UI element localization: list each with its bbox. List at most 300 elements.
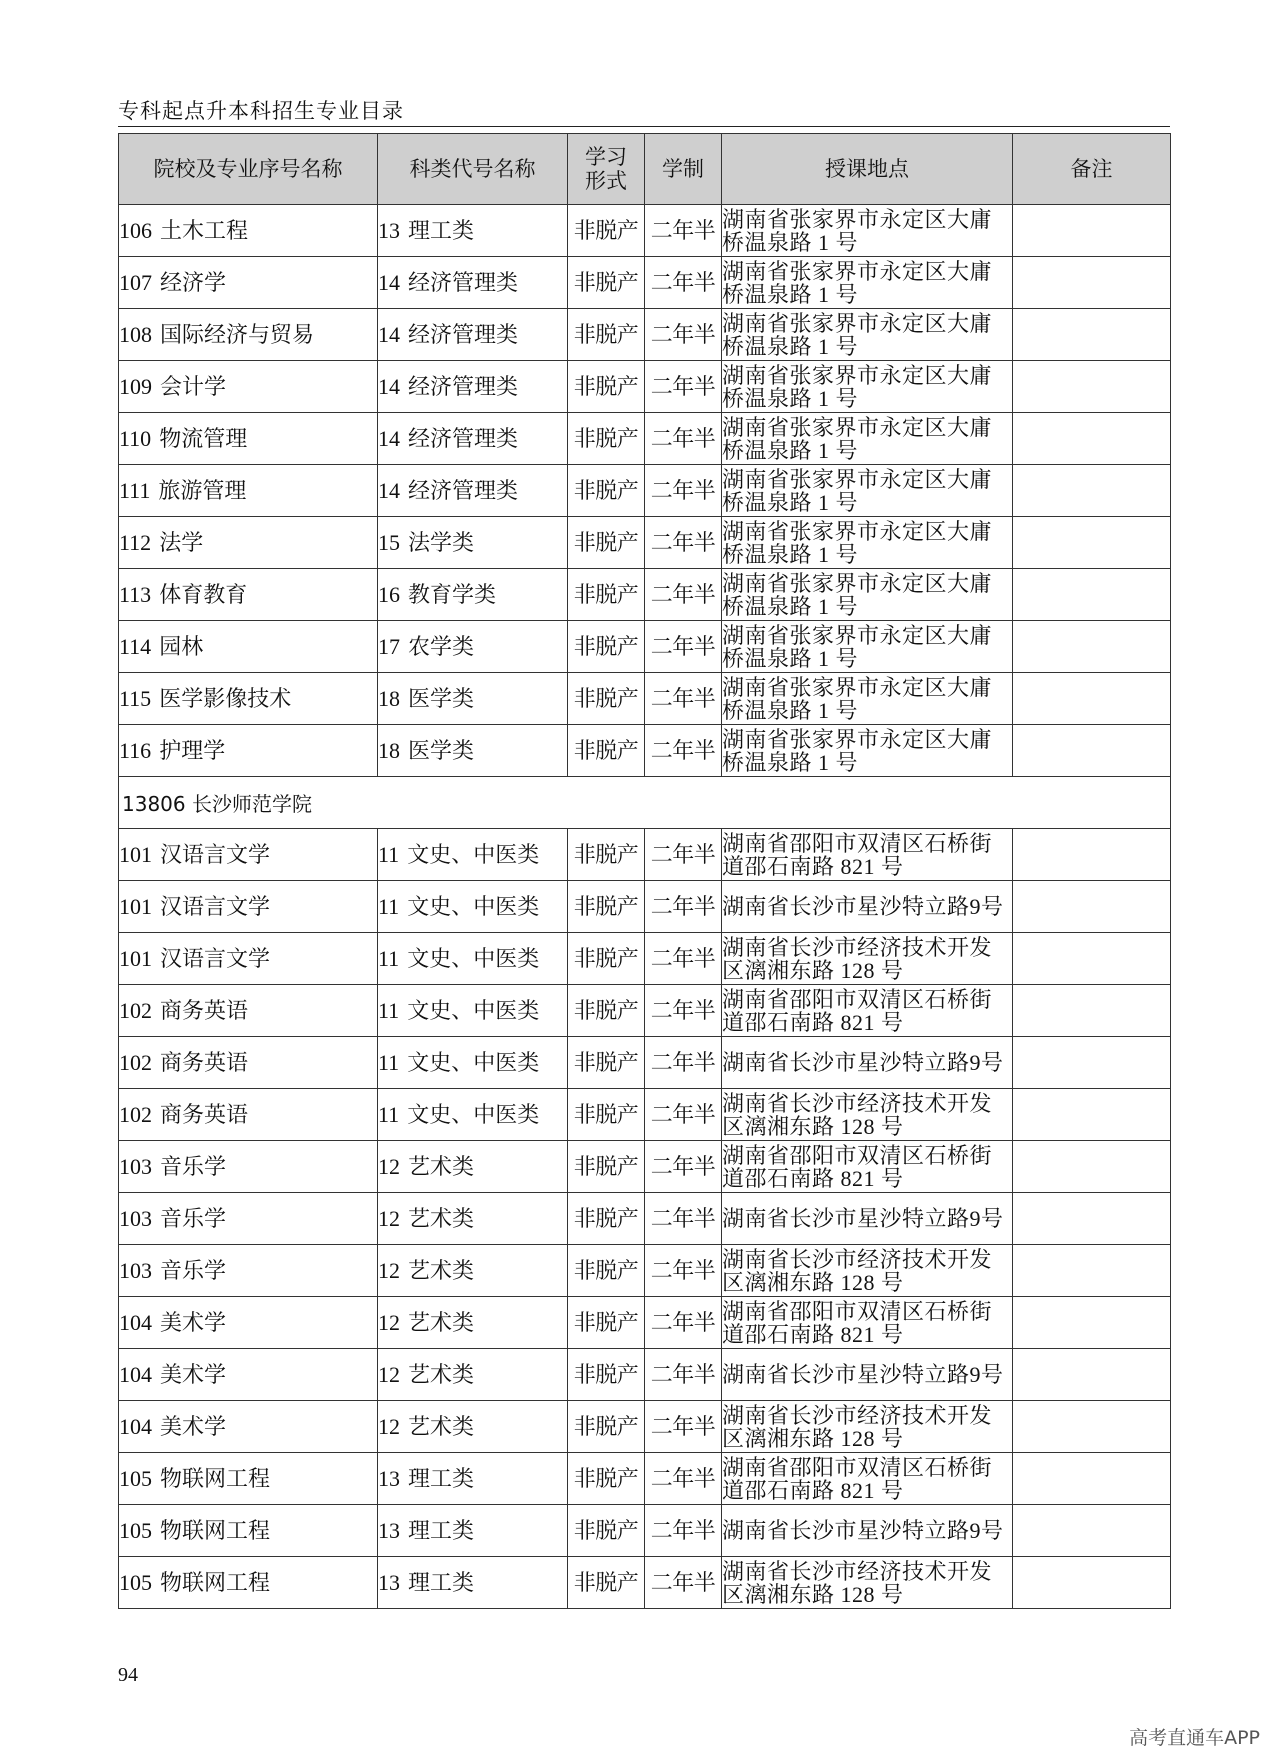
study-form-cell: 非脱产 (568, 1297, 645, 1349)
duration-cell: 二年半 (645, 725, 722, 777)
table-row (119, 933, 1171, 985)
table-row (119, 1401, 1171, 1453)
category-code: 12 (378, 1154, 400, 1179)
major-cell (119, 205, 378, 257)
catalog-table (118, 133, 1171, 1609)
major-code: 110 (119, 426, 152, 451)
major-name: 美术学 (160, 1362, 227, 1387)
major-name: 美术学 (160, 1414, 227, 1439)
major-code: 109 (119, 374, 152, 399)
location-cell: 湖南省张家界市永定区大庸桥温泉路 1 号 (722, 361, 1013, 413)
study-form-cell: 非脱产 (568, 1141, 645, 1193)
remark-cell (1013, 1089, 1171, 1141)
major-name: 护理学 (159, 738, 226, 763)
category-cell (378, 1349, 568, 1401)
category-cell (378, 465, 568, 517)
study-form-cell: 非脱产 (568, 673, 645, 725)
table-header-row (119, 134, 1171, 205)
category-code: 12 (378, 1310, 400, 1335)
remark-cell (1013, 361, 1171, 413)
table-row (119, 1505, 1171, 1557)
major-code: 103 (119, 1206, 152, 1231)
category-cell (378, 1557, 568, 1609)
category-cell (378, 1193, 568, 1245)
category-cell (378, 1037, 568, 1089)
location-cell: 湖南省张家界市永定区大庸桥温泉路 1 号 (722, 673, 1013, 725)
major-cell (119, 1453, 378, 1505)
major-code: 106 (119, 218, 152, 243)
location-cell: 湖南省张家界市永定区大庸桥温泉路 1 号 (722, 517, 1013, 569)
category-cell (378, 1089, 568, 1141)
header-location: 授课地点 (722, 134, 1013, 205)
major-code: 105 (119, 1466, 152, 1491)
category-code: 11 (378, 1050, 400, 1075)
major-name: 物联网工程 (160, 1518, 271, 1543)
category-name: 理工类 (408, 218, 475, 243)
major-name: 旅游管理 (158, 478, 247, 503)
remark-cell (1013, 1557, 1171, 1609)
remark-cell (1013, 673, 1171, 725)
duration-cell: 二年半 (645, 829, 722, 881)
remark-cell (1013, 257, 1171, 309)
major-code: 112 (119, 530, 152, 555)
major-code: 107 (119, 270, 152, 295)
category-cell (378, 257, 568, 309)
category-name: 文史、中医类 (407, 1102, 540, 1127)
major-code: 111 (119, 478, 151, 503)
table-row (119, 1297, 1171, 1349)
major-cell (119, 1297, 378, 1349)
major-cell (119, 1037, 378, 1089)
remark-cell (1013, 413, 1171, 465)
major-name: 法学 (159, 530, 204, 555)
major-code: 105 (119, 1518, 152, 1543)
duration-cell: 二年半 (645, 517, 722, 569)
major-cell (119, 1245, 378, 1297)
category-cell (378, 1245, 568, 1297)
major-code: 102 (119, 1102, 152, 1127)
category-name: 文史、中医类 (407, 998, 540, 1023)
category-code: 13 (378, 1466, 400, 1491)
remark-cell (1013, 309, 1171, 361)
category-name: 理工类 (408, 1518, 475, 1543)
category-code: 18 (378, 686, 400, 711)
major-code: 114 (119, 634, 152, 659)
study-form-cell: 非脱产 (568, 621, 645, 673)
study-form-cell: 非脱产 (568, 569, 645, 621)
category-code: 17 (378, 634, 400, 659)
location-cell: 湖南省张家界市永定区大庸桥温泉路 1 号 (722, 413, 1013, 465)
category-code: 15 (378, 530, 400, 555)
duration-cell: 二年半 (645, 1349, 722, 1401)
major-code: 102 (119, 1050, 152, 1075)
major-name: 商务英语 (160, 1102, 249, 1127)
major-name: 汉语言文学 (160, 946, 271, 971)
remark-cell (1013, 1037, 1171, 1089)
duration-cell: 二年半 (645, 673, 722, 725)
category-name: 教育学类 (408, 582, 497, 607)
remark-cell (1013, 881, 1171, 933)
major-cell (119, 257, 378, 309)
category-code: 11 (378, 1102, 400, 1127)
major-cell (119, 673, 378, 725)
table-row (119, 517, 1171, 569)
watermark: 高考直通车APP (1129, 1727, 1260, 1749)
header-rule (118, 126, 1170, 127)
location-cell: 湖南省长沙市经济技术开发区漓湘东路 128 号 (722, 1089, 1013, 1141)
major-cell (119, 309, 378, 361)
major-code: 101 (119, 894, 152, 919)
major-name: 音乐学 (160, 1258, 227, 1283)
location-cell: 湖南省张家界市永定区大庸桥温泉路 1 号 (722, 205, 1013, 257)
major-name: 汉语言文学 (160, 894, 271, 919)
category-name: 艺术类 (408, 1310, 475, 1335)
table-row (119, 1141, 1171, 1193)
remark-cell (1013, 933, 1171, 985)
location-cell: 湖南省张家界市永定区大庸桥温泉路 1 号 (722, 465, 1013, 517)
category-name: 经济管理类 (408, 322, 519, 347)
study-form-cell: 非脱产 (568, 933, 645, 985)
category-cell (378, 829, 568, 881)
table-row (119, 829, 1171, 881)
major-name: 美术学 (160, 1310, 227, 1335)
location-cell: 湖南省长沙市经济技术开发区漓湘东路 128 号 (722, 1245, 1013, 1297)
location-cell: 湖南省邵阳市双清区石桥街道邵石南路 821 号 (722, 1297, 1013, 1349)
remark-cell (1013, 1401, 1171, 1453)
major-cell (119, 1557, 378, 1609)
category-name: 经济管理类 (408, 478, 519, 503)
study-form-cell: 非脱产 (568, 1557, 645, 1609)
header-study-form: 学习 形式 (568, 134, 645, 205)
table-row (119, 1453, 1171, 1505)
major-code: 116 (119, 738, 152, 763)
major-name: 国际经济与贸易 (160, 322, 315, 347)
major-name: 会计学 (160, 374, 227, 399)
major-code: 101 (119, 842, 152, 867)
header-category: 科类代号名称 (378, 134, 568, 205)
catalog-body (119, 205, 1171, 1609)
section-row (119, 777, 1171, 829)
remark-cell (1013, 1505, 1171, 1557)
category-name: 艺术类 (408, 1154, 475, 1179)
category-name: 经济管理类 (408, 270, 519, 295)
major-name: 体育教育 (159, 582, 248, 607)
remark-cell (1013, 985, 1171, 1037)
category-name: 艺术类 (408, 1258, 475, 1283)
category-cell (378, 1505, 568, 1557)
study-form-cell: 非脱产 (568, 985, 645, 1037)
table-row (119, 257, 1171, 309)
study-form-cell: 非脱产 (568, 361, 645, 413)
location-cell: 湖南省长沙市星沙特立路9号 (722, 1037, 1013, 1089)
category-cell (378, 205, 568, 257)
table-row (119, 413, 1171, 465)
study-form-cell: 非脱产 (568, 881, 645, 933)
major-cell (119, 465, 378, 517)
major-code: 104 (119, 1362, 152, 1387)
duration-cell: 二年半 (645, 1037, 722, 1089)
major-code: 115 (119, 686, 152, 711)
duration-cell: 二年半 (645, 1141, 722, 1193)
duration-cell: 二年半 (645, 569, 722, 621)
page-header: 专科起点升本科招生专业目录 (118, 99, 404, 123)
table-row (119, 361, 1171, 413)
duration-cell: 二年半 (645, 621, 722, 673)
major-cell (119, 1505, 378, 1557)
study-form-cell: 非脱产 (568, 205, 645, 257)
category-cell (378, 517, 568, 569)
location-cell: 湖南省长沙市星沙特立路9号 (722, 881, 1013, 933)
table-row (119, 205, 1171, 257)
category-code: 16 (378, 582, 400, 607)
study-form-cell: 非脱产 (568, 1089, 645, 1141)
major-code: 102 (119, 998, 152, 1023)
major-cell (119, 1193, 378, 1245)
table-row (119, 569, 1171, 621)
section-title: 13806 长沙师范学院 (119, 777, 1171, 829)
major-cell (119, 621, 378, 673)
major-name: 音乐学 (160, 1154, 227, 1179)
category-name: 文史、中医类 (407, 1050, 540, 1075)
location-cell: 湖南省张家界市永定区大庸桥温泉路 1 号 (722, 257, 1013, 309)
major-cell (119, 881, 378, 933)
category-name: 艺术类 (408, 1206, 475, 1231)
study-form-cell: 非脱产 (568, 1193, 645, 1245)
major-name: 经济学 (160, 270, 227, 295)
category-name: 艺术类 (408, 1414, 475, 1439)
table-row (119, 985, 1171, 1037)
category-name: 理工类 (408, 1466, 475, 1491)
category-code: 13 (378, 1518, 400, 1543)
category-code: 14 (378, 322, 400, 347)
major-code: 103 (119, 1258, 152, 1283)
table-row (119, 1037, 1171, 1089)
duration-cell: 二年半 (645, 1297, 722, 1349)
duration-cell: 二年半 (645, 1505, 722, 1557)
category-name: 经济管理类 (408, 426, 519, 451)
category-name: 经济管理类 (408, 374, 519, 399)
table-row (119, 1557, 1171, 1609)
page-number: 94 (118, 1664, 138, 1686)
category-cell (378, 413, 568, 465)
remark-cell (1013, 465, 1171, 517)
remark-cell (1013, 1245, 1171, 1297)
remark-cell (1013, 569, 1171, 621)
study-form-cell: 非脱产 (568, 1505, 645, 1557)
remark-cell (1013, 1193, 1171, 1245)
category-code: 12 (378, 1258, 400, 1283)
major-name: 医学影像技术 (159, 686, 292, 711)
table-row (119, 465, 1171, 517)
category-cell (378, 1453, 568, 1505)
major-cell (119, 1141, 378, 1193)
table-row (119, 881, 1171, 933)
category-cell (378, 621, 568, 673)
category-name: 农学类 (408, 634, 475, 659)
major-code: 105 (119, 1570, 152, 1595)
major-cell (119, 725, 378, 777)
category-code: 11 (378, 946, 400, 971)
location-cell: 湖南省长沙市星沙特立路9号 (722, 1505, 1013, 1557)
location-cell: 湖南省张家界市永定区大庸桥温泉路 1 号 (722, 569, 1013, 621)
study-form-cell: 非脱产 (568, 725, 645, 777)
header-major: 院校及专业序号名称 (119, 134, 378, 205)
category-cell (378, 569, 568, 621)
duration-cell: 二年半 (645, 1453, 722, 1505)
remark-cell (1013, 829, 1171, 881)
major-name: 物流管理 (159, 426, 248, 451)
category-cell (378, 1297, 568, 1349)
category-code: 12 (378, 1414, 400, 1439)
category-code: 12 (378, 1206, 400, 1231)
major-name: 商务英语 (160, 1050, 249, 1075)
category-cell (378, 881, 568, 933)
category-cell (378, 673, 568, 725)
major-name: 商务英语 (160, 998, 249, 1023)
duration-cell: 二年半 (645, 881, 722, 933)
major-cell (119, 569, 378, 621)
duration-cell: 二年半 (645, 205, 722, 257)
duration-cell: 二年半 (645, 1401, 722, 1453)
major-name: 汉语言文学 (160, 842, 271, 867)
table-row (119, 725, 1171, 777)
category-code: 18 (378, 738, 400, 763)
major-cell (119, 1401, 378, 1453)
study-form-cell: 非脱产 (568, 517, 645, 569)
remark-cell (1013, 725, 1171, 777)
duration-cell: 二年半 (645, 1193, 722, 1245)
category-name: 文史、中医类 (407, 946, 540, 971)
location-cell: 湖南省张家界市永定区大庸桥温泉路 1 号 (722, 309, 1013, 361)
category-code: 12 (378, 1362, 400, 1387)
table-row (119, 673, 1171, 725)
major-name: 物联网工程 (160, 1466, 271, 1491)
location-cell: 湖南省张家界市永定区大庸桥温泉路 1 号 (722, 621, 1013, 673)
location-cell: 湖南省邵阳市双清区石桥街道邵石南路 821 号 (722, 1453, 1013, 1505)
major-cell (119, 985, 378, 1037)
remark-cell (1013, 1453, 1171, 1505)
study-form-cell: 非脱产 (568, 465, 645, 517)
major-code: 108 (119, 322, 152, 347)
category-name: 医学类 (408, 738, 475, 763)
remark-cell (1013, 1349, 1171, 1401)
study-form-cell: 非脱产 (568, 1453, 645, 1505)
major-name: 物联网工程 (160, 1570, 271, 1595)
major-cell (119, 413, 378, 465)
study-form-cell: 非脱产 (568, 257, 645, 309)
duration-cell: 二年半 (645, 257, 722, 309)
remark-cell (1013, 621, 1171, 673)
table-row (119, 1193, 1171, 1245)
major-name: 土木工程 (160, 218, 249, 243)
location-cell: 湖南省邵阳市双清区石桥街道邵石南路 821 号 (722, 1141, 1013, 1193)
category-code: 14 (378, 478, 400, 503)
major-cell (119, 1089, 378, 1141)
study-form-cell: 非脱产 (568, 309, 645, 361)
category-cell (378, 985, 568, 1037)
category-cell (378, 725, 568, 777)
major-cell (119, 361, 378, 413)
major-name: 园林 (159, 634, 204, 659)
table-row (119, 309, 1171, 361)
category-code: 14 (378, 270, 400, 295)
study-form-cell: 非脱产 (568, 1401, 645, 1453)
location-cell: 湖南省长沙市经济技术开发区漓湘东路 128 号 (722, 1401, 1013, 1453)
category-name: 文史、中医类 (407, 842, 540, 867)
duration-cell: 二年半 (645, 309, 722, 361)
major-cell (119, 517, 378, 569)
duration-cell: 二年半 (645, 1557, 722, 1609)
location-cell: 湖南省长沙市星沙特立路9号 (722, 1193, 1013, 1245)
category-cell (378, 309, 568, 361)
table-row (119, 1349, 1171, 1401)
major-name: 音乐学 (160, 1206, 227, 1231)
study-form-cell: 非脱产 (568, 1349, 645, 1401)
remark-cell (1013, 517, 1171, 569)
duration-cell: 二年半 (645, 361, 722, 413)
major-cell (119, 933, 378, 985)
table-row (119, 1245, 1171, 1297)
location-cell: 湖南省长沙市经济技术开发区漓湘东路 128 号 (722, 1557, 1013, 1609)
remark-cell (1013, 205, 1171, 257)
major-code: 113 (119, 582, 152, 607)
major-code: 103 (119, 1154, 152, 1179)
table-row (119, 621, 1171, 673)
category-code: 11 (378, 894, 400, 919)
category-code: 13 (378, 218, 400, 243)
major-cell (119, 1349, 378, 1401)
duration-cell: 二年半 (645, 985, 722, 1037)
major-code: 104 (119, 1310, 152, 1335)
category-name: 医学类 (408, 686, 475, 711)
duration-cell: 二年半 (645, 465, 722, 517)
category-name: 理工类 (408, 1570, 475, 1595)
header-duration: 学制 (645, 134, 722, 205)
duration-cell: 二年半 (645, 413, 722, 465)
duration-cell: 二年半 (645, 1089, 722, 1141)
category-cell (378, 933, 568, 985)
study-form-cell: 非脱产 (568, 1245, 645, 1297)
major-code: 101 (119, 946, 152, 971)
major-code: 104 (119, 1414, 152, 1439)
study-form-cell: 非脱产 (568, 829, 645, 881)
category-code: 11 (378, 842, 400, 867)
category-cell (378, 361, 568, 413)
duration-cell: 二年半 (645, 933, 722, 985)
study-form-cell: 非脱产 (568, 413, 645, 465)
location-cell: 湖南省长沙市经济技术开发区漓湘东路 128 号 (722, 933, 1013, 985)
major-cell (119, 829, 378, 881)
remark-cell (1013, 1297, 1171, 1349)
category-name: 艺术类 (408, 1362, 475, 1387)
category-name: 法学类 (408, 530, 475, 555)
category-code: 13 (378, 1570, 400, 1595)
duration-cell: 二年半 (645, 1245, 722, 1297)
category-cell (378, 1141, 568, 1193)
table-row (119, 1089, 1171, 1141)
remark-cell (1013, 1141, 1171, 1193)
location-cell: 湖南省长沙市星沙特立路9号 (722, 1349, 1013, 1401)
header-remark: 备注 (1013, 134, 1171, 205)
location-cell: 湖南省张家界市永定区大庸桥温泉路 1 号 (722, 725, 1013, 777)
category-code: 14 (378, 374, 400, 399)
location-cell: 湖南省邵阳市双清区石桥街道邵石南路 821 号 (722, 829, 1013, 881)
study-form-cell: 非脱产 (568, 1037, 645, 1089)
category-code: 14 (378, 426, 400, 451)
category-code: 11 (378, 998, 400, 1023)
location-cell: 湖南省邵阳市双清区石桥街道邵石南路 821 号 (722, 985, 1013, 1037)
category-cell (378, 1401, 568, 1453)
